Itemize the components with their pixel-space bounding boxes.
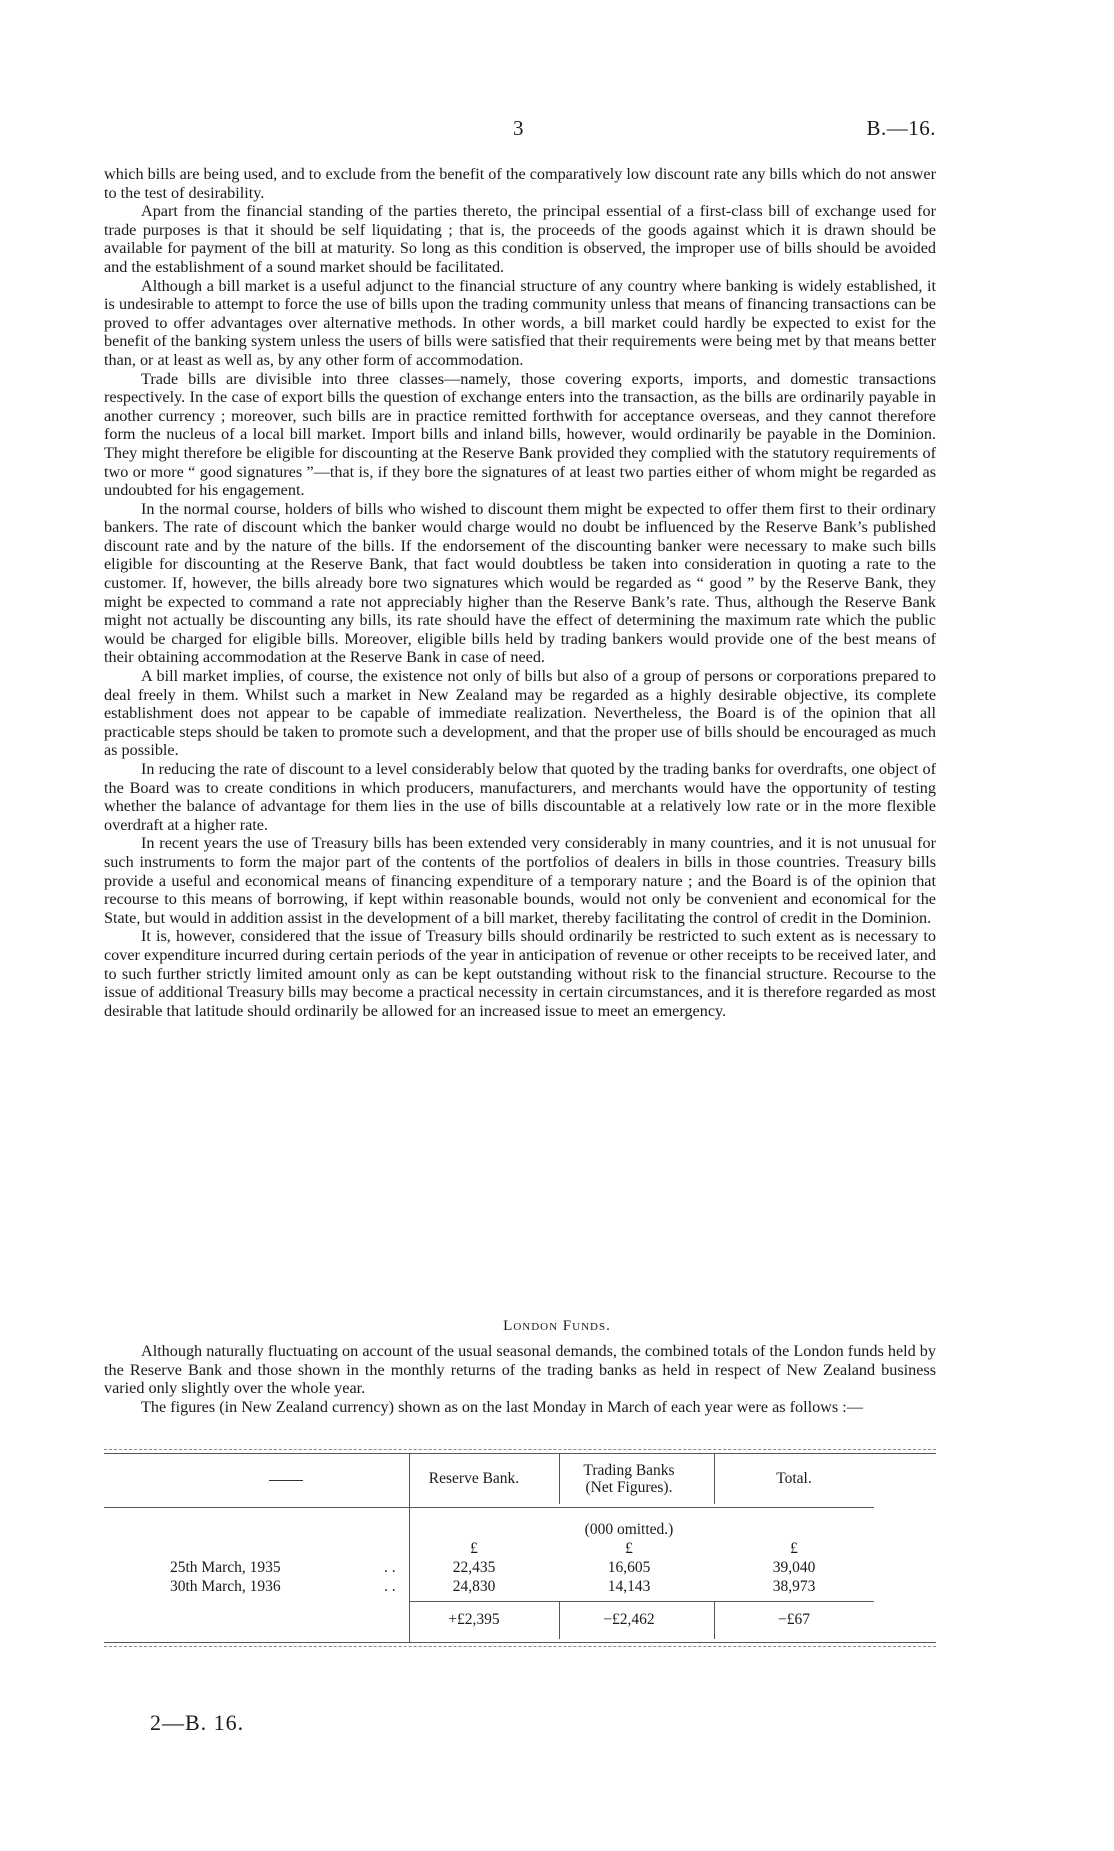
paragraph: In reducing the rate of discount to a level considerably below that quoted by the trading banks for overdrafts, one object of the Board was to create conditions in which producers, manufacturers, and merchants would have the opportunity of testing whether the balance of advantage for them lies in the use of bills discountable at a relatively low rate or in the more flexible overdraft at a higher rate. xyxy=(104,760,936,834)
paragraph: Apart from the financial standing of the parties thereto, the principal essential of a first-class bill of exchange used for trade purposes is that it should be self liquidating ; that is, the proceeds of the goods against which it is drawn should be available for payment of the bill at maturity. So long as this condition is observed, the improper use of bills should be avoided and the establishment of a sound market should be facilitated. xyxy=(104,202,936,276)
column-divider xyxy=(559,1454,560,1504)
paragraph: Although a bill market is a useful adjunct to the financial structure of any country where banking is widely established, it is undesirable to attempt to force the use of bills upon the trading community unless that means of financing transactions can be proved to offer advantages over alternative methods. In other words, a bill market could hardly be expected to exist for the benefit of the banking system unless the users of bills were satisfied that their requirements were being met by that means better than, or at least as well as, by any other form of accommodation. xyxy=(104,276,936,369)
paragraph: The figures (in New Zealand currency) shown as on the last Monday in March of each year were as follows :— xyxy=(141,1397,863,1416)
reserve-value: 22,435 xyxy=(452,1559,496,1576)
col-header-net-figures: (Net Figures). xyxy=(585,1479,673,1496)
total-value: 38,973 xyxy=(772,1578,816,1595)
document-reference: B.—16. xyxy=(866,116,936,140)
page-number: 3 xyxy=(513,116,524,140)
subtotal-rule xyxy=(409,1601,874,1602)
page-footer-signature: 2—B. 16. xyxy=(150,1710,245,1735)
trading-change: −£2,462 xyxy=(603,1611,655,1628)
paragraph: It is, however, considered that the issue of Treasury bills should ordinarily be restricted to such extent as is necessary to cover expenditure incurred during certain periods of the year in anticipation of revenue or other receipts to be received later, and to such further strictly limited amount only as can be kept outstanding without risk to the financial structure. Recourse to the issue of additional Treasury bills may become a practical necessity in certain circumstances, and it is therefore regarded as most desirable that latitude should ordinarily be allowed for an increased issue to meet an emergency. xyxy=(104,927,936,1020)
currency-symbol: £ xyxy=(470,1540,478,1557)
col-header-trading-banks: Trading Banks xyxy=(583,1462,675,1479)
paragraph: Trade bills are divisible into three classes—namely, those covering exports, imports, and domestic transactions respectively. In the case of export bills the question of exchange enters into the transaction, as the bills are ordinarily payable in another currency ; moreover, such bills are in practice remitted forthwith for acceptance overseas, and they cannot therefore form the nucleus of a local bill market. Import bills and inland bills, however, would ordinarily be payable in the Dominion. They might therefore be eligible for discounting at the Reserve Bank provided they complied with the statutory requirements of two or more “ good signatures ”—that is, if they bore the signatures of at least two parties either of whom might be regarded as undoubted for his engagement. xyxy=(104,369,936,500)
paragraph: In the normal course, holders of bills who wished to discount them might be expected to offer them first to their ordinary bankers. The rate of discount which the banker would charge would no doubt be influenced by the Reserve Bank’s published discount rate and by the nature of the bills. If the endorsement of the discounting banker were necessary to make such bills eligible for discounting at the Reserve Bank, that fact would doubtless be taken into consideration in quoting a rate to the customer. If, however, the bills already bore two signatures which would be regarded as “ good ” by the Reserve Bank, they might be expected to command a rate not appreciably higher than the Reserve Bank’s rate. Thus, although the Reserve Bank might not actually be discounting any bills, its rate should have the effect of determining the maximum rate which the public would be charged for eligible bills. Moreover, eligible bills held by trading bankers would provide one of the best means of their obtaining accommodation at the Reserve Bank in case of need. xyxy=(104,499,936,667)
leader-dots: . . xyxy=(384,1578,396,1595)
section-heading: London Funds. xyxy=(503,1318,611,1334)
leader-dots: . . xyxy=(384,1559,396,1576)
reserve-value: 24,830 xyxy=(452,1578,496,1595)
column-divider xyxy=(714,1454,715,1504)
table-bottom-rule xyxy=(104,1642,936,1643)
trading-value: 16,605 xyxy=(607,1559,651,1576)
london-funds-table xyxy=(104,1449,936,1647)
header-rule xyxy=(104,1507,874,1508)
currency-symbol: £ xyxy=(625,1540,633,1557)
section-body xyxy=(104,1342,936,1416)
col-header-reserve-bank: Reserve Bank. xyxy=(428,1470,520,1487)
units-note: (000 omitted.) xyxy=(584,1521,674,1538)
col-header-total: Total. xyxy=(776,1470,812,1487)
row-date: 25th March, 1935 xyxy=(170,1559,281,1576)
currency-symbol: £ xyxy=(790,1540,798,1557)
paragraph: In recent years the use of Treasury bills has been extended very considerably in many countries, and it is not unusual for such instruments to form the major part of the contents of the portfolios of dealers in bills in those countries. Treasury bills provide a useful and economical means of financing expenditure of a temporary nature ; and the Board is of the opinion that recourse to this means of borrowing, if kept within reasonable bounds, would not only be convenient and economical for the State, but would in addition assist in the development of a bill market, thereby facilitating the control of credit in the Dominion. xyxy=(104,834,936,927)
paragraph: Although naturally fluctuating on account of the usual seasonal demands, the combined totals of the London funds held by the Reserve Bank and those shown in the monthly returns of the trading banks as held in respect of New Zealand business varied only slightly over the whole year. xyxy=(104,1342,936,1398)
reserve-change: +£2,395 xyxy=(448,1611,500,1628)
total-change: −£67 xyxy=(778,1611,810,1628)
body-text xyxy=(104,165,936,1020)
total-value: 39,040 xyxy=(772,1559,816,1576)
column-divider xyxy=(409,1454,410,1642)
table-top-rule xyxy=(104,1453,936,1454)
empty-header-dash xyxy=(269,1480,303,1481)
page-header xyxy=(0,116,1114,146)
table-bottom-rule xyxy=(104,1646,936,1647)
paragraph: which bills are being used, and to exclude from the benefit of the comparatively low discount rate any bills which do not answer to the test of desirability. xyxy=(104,165,936,202)
table-top-rule xyxy=(104,1449,936,1450)
paragraph: A bill market implies, of course, the existence not only of bills but also of a group of persons or corporations prepared to deal freely in them. Whilst such a market in New Zealand may be regarded as a highly desirable objective, its complete establishment does not appear to be capable of immediate realization. Nevertheless, the Board is of the opinion that all practicable steps should be taken to promote such a development, and that the proper use of bills should be encouraged as much as possible. xyxy=(104,667,936,760)
trading-value: 14,143 xyxy=(607,1578,651,1595)
row-date: 30th March, 1936 xyxy=(170,1578,281,1595)
